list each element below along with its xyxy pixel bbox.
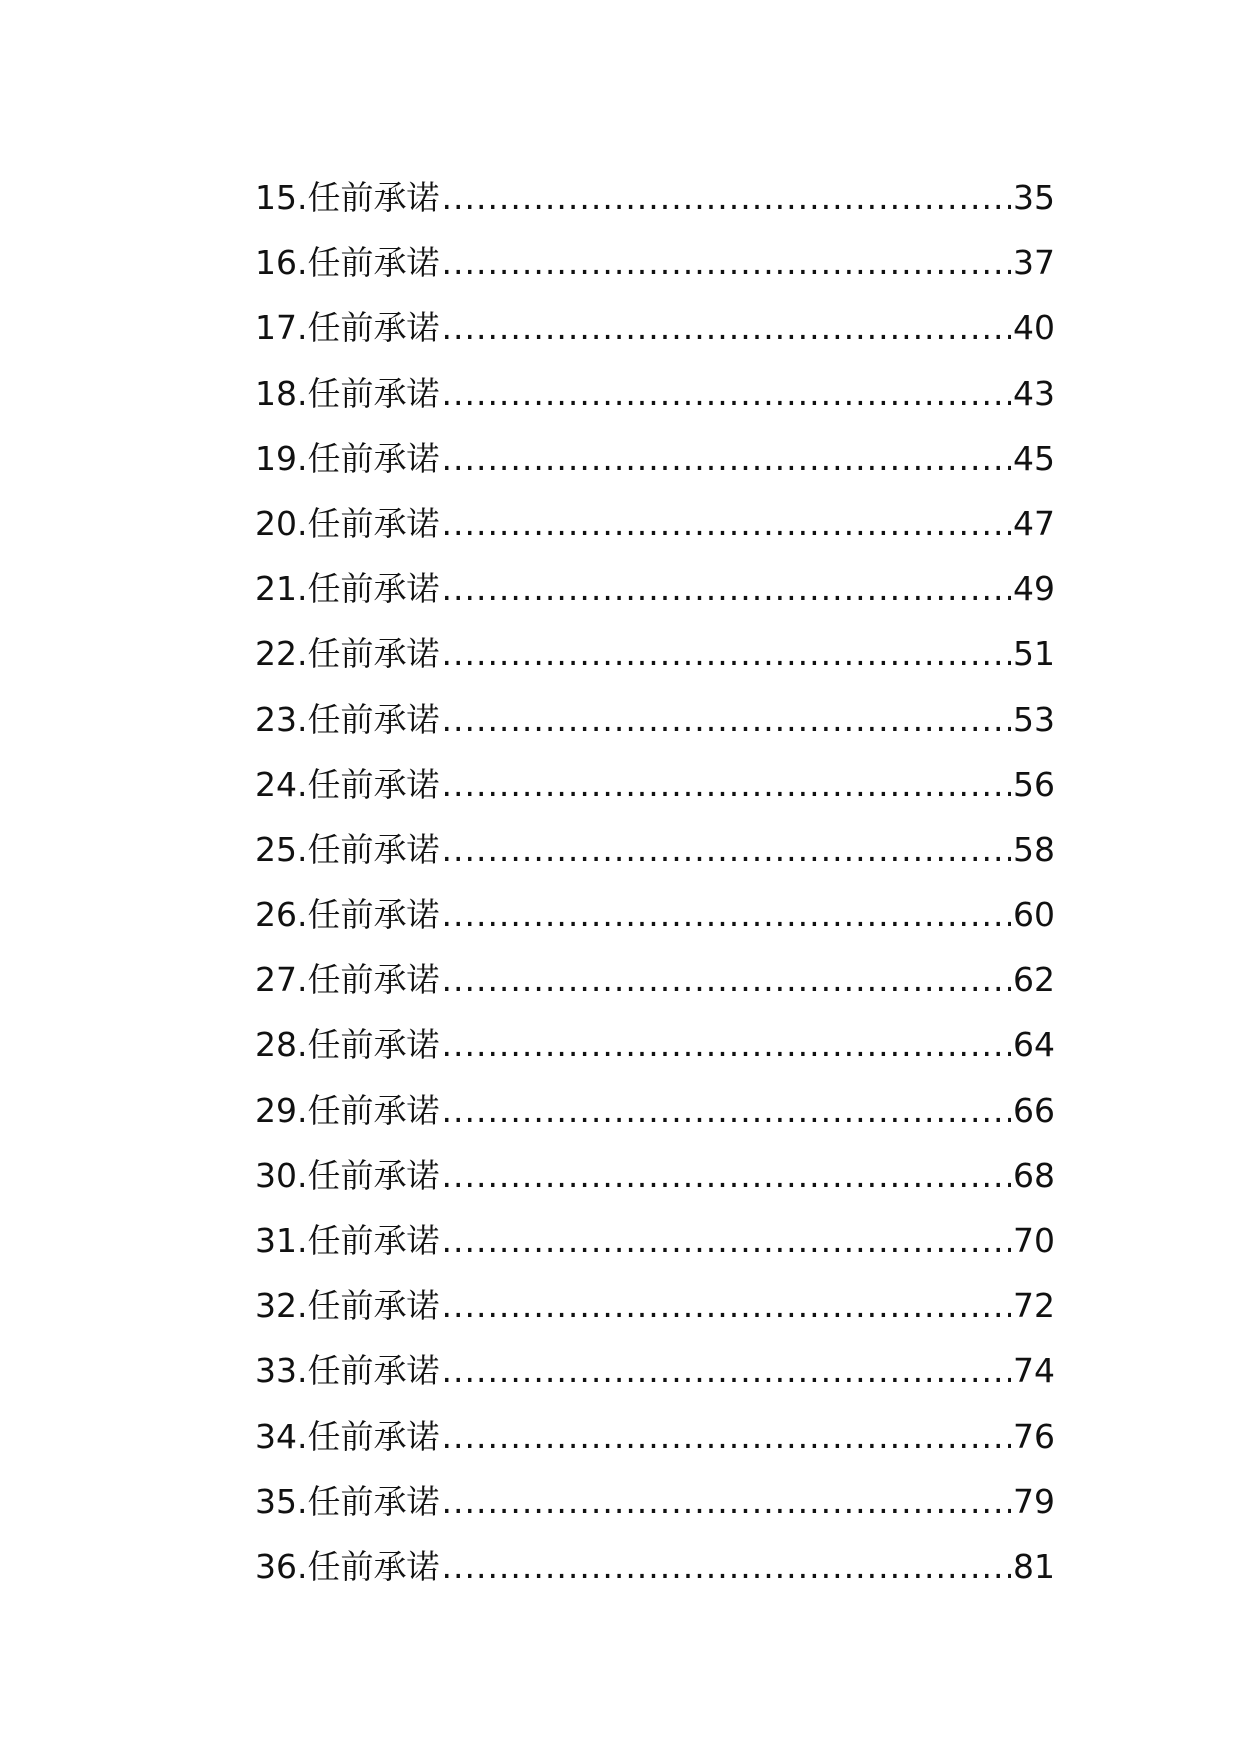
toc-entry-title: 21.任前承诺: [255, 569, 440, 609]
toc-dot-leader: [441, 361, 1011, 426]
toc-entry[interactable]: [255, 1208, 1055, 1273]
toc-entry-title: 34.任前承诺: [255, 1416, 440, 1456]
toc-dot-leader: [441, 491, 1011, 556]
table-of-contents: [255, 165, 1055, 1599]
toc-entry-page: 53: [1013, 699, 1055, 739]
toc-entry-title: 18.任前承诺: [255, 373, 440, 413]
toc-entry-title: 25.任前承诺: [255, 829, 440, 869]
toc-entry[interactable]: [255, 1273, 1055, 1338]
toc-entry-page: 62: [1013, 960, 1055, 1000]
toc-dot-leader: [441, 947, 1011, 1012]
toc-dot-leader: [441, 1469, 1011, 1534]
toc-entry-title: 16.任前承诺: [255, 243, 440, 283]
toc-entry-title: 15.任前承诺: [255, 178, 440, 217]
toc-entry-page: 51: [1013, 634, 1055, 674]
toc-entry-title: 31.任前承诺: [255, 1221, 440, 1260]
toc-entry[interactable]: [255, 1078, 1055, 1143]
toc-entry[interactable]: [255, 230, 1055, 295]
toc-entry-page: 40: [1013, 308, 1055, 348]
toc-entry-title: 22.任前承诺: [255, 634, 440, 674]
toc-entry[interactable]: [255, 556, 1055, 621]
toc-entry[interactable]: [255, 1338, 1055, 1403]
toc-entry-page: 56: [1013, 764, 1055, 804]
toc-entry[interactable]: [255, 817, 1055, 882]
toc-entry-page: 76: [1013, 1416, 1055, 1456]
toc-entry[interactable]: [255, 687, 1055, 752]
toc-dot-leader: [441, 621, 1011, 686]
toc-entry[interactable]: [255, 1012, 1055, 1077]
toc-entry-title: 26.任前承诺: [255, 895, 440, 935]
toc-entry-title: 36.任前承诺: [255, 1546, 440, 1586]
toc-entry-page: 74: [1013, 1351, 1055, 1391]
toc-entry-page: 58: [1013, 829, 1055, 869]
toc-entry-title: 33.任前承诺: [255, 1351, 440, 1391]
toc-dot-leader: [441, 1534, 1011, 1599]
toc-entry-title: 27.任前承诺: [255, 960, 440, 1000]
toc-entry-title: 23.任前承诺: [255, 699, 440, 739]
toc-entry[interactable]: [255, 621, 1055, 686]
toc-entry-title: 32.任前承诺: [255, 1286, 440, 1326]
toc-entry-page: 64: [1013, 1025, 1055, 1065]
toc-entry[interactable]: [255, 1534, 1055, 1599]
toc-dot-leader: [441, 556, 1011, 621]
toc-entry-page: 66: [1013, 1090, 1055, 1130]
toc-dot-leader: [441, 1208, 1011, 1273]
toc-entry[interactable]: [255, 165, 1055, 230]
toc-dot-leader: [441, 1338, 1011, 1403]
toc-dot-leader: [441, 687, 1011, 752]
toc-dot-leader: [441, 295, 1011, 360]
toc-entry-page: 49: [1013, 569, 1055, 609]
toc-entry-page: 35: [1013, 178, 1055, 217]
toc-entry[interactable]: [255, 361, 1055, 426]
toc-dot-leader: [441, 1273, 1011, 1338]
toc-dot-leader: [441, 1012, 1011, 1077]
toc-entry[interactable]: [255, 295, 1055, 360]
toc-entry-page: 37: [1013, 243, 1055, 283]
toc-entry[interactable]: [255, 1469, 1055, 1534]
toc-entry-page: 68: [1013, 1155, 1055, 1195]
toc-entry[interactable]: [255, 1143, 1055, 1208]
toc-dot-leader: [441, 817, 1011, 882]
toc-entry-page: 47: [1013, 503, 1055, 543]
toc-entry[interactable]: [255, 1404, 1055, 1469]
toc-entry-title: 17.任前承诺: [255, 308, 440, 348]
toc-entry-title: 19.任前承诺: [255, 438, 440, 478]
toc-entry[interactable]: [255, 882, 1055, 947]
toc-dot-leader: [441, 1404, 1011, 1469]
toc-entry[interactable]: [255, 752, 1055, 817]
toc-dot-leader: [441, 1143, 1011, 1208]
toc-dot-leader: [441, 752, 1011, 817]
toc-entry-page: 79: [1013, 1481, 1055, 1521]
toc-entry-title: 24.任前承诺: [255, 764, 440, 804]
toc-dot-leader: [441, 230, 1011, 295]
toc-dot-leader: [441, 1078, 1011, 1143]
toc-entry-page: 60: [1013, 895, 1055, 935]
toc-entry[interactable]: [255, 947, 1055, 1012]
toc-dot-leader: [441, 165, 1011, 230]
toc-entry-page: 70: [1013, 1221, 1055, 1260]
toc-entry-page: 43: [1013, 373, 1055, 413]
toc-entry-title: 35.任前承诺: [255, 1481, 440, 1521]
toc-entry[interactable]: [255, 426, 1055, 491]
toc-dot-leader: [441, 882, 1011, 947]
toc-entry-page: 72: [1013, 1286, 1055, 1326]
toc-entry[interactable]: [255, 491, 1055, 556]
toc-entry-title: 30.任前承诺: [255, 1155, 440, 1195]
toc-entry-title: 20.任前承诺: [255, 503, 440, 543]
toc-entry-page: 45: [1013, 438, 1055, 478]
toc-dot-leader: [441, 426, 1011, 491]
toc-entry-page: 81: [1013, 1546, 1055, 1586]
toc-entry-title: 29.任前承诺: [255, 1090, 440, 1130]
toc-entry-title: 28.任前承诺: [255, 1025, 440, 1065]
